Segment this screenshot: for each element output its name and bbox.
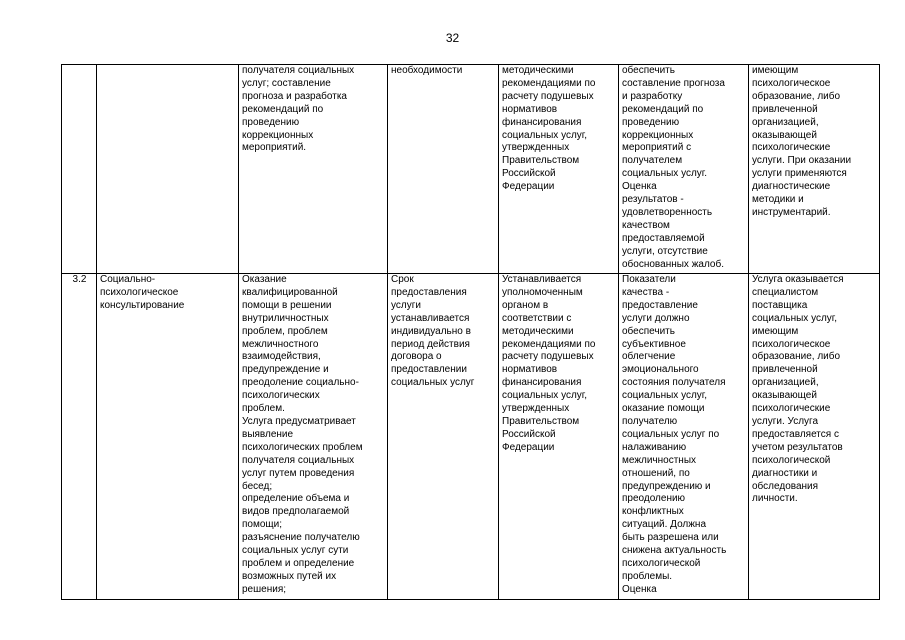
cell-line: предоставлении [391, 364, 467, 376]
cell-line: имеющим [752, 325, 799, 337]
cell-service [97, 65, 239, 274]
cell-line: Правительством [502, 155, 580, 167]
cell-line: проблем. [242, 403, 285, 415]
cell-line: видов предполагаемой [242, 506, 350, 518]
cell-line: мероприятий с [622, 142, 692, 154]
cell-line: услуги применяются [752, 168, 847, 180]
cell-line: образование, либо [752, 351, 841, 363]
cell-line: помощи в решении [242, 299, 332, 311]
cell-conditions [749, 274, 880, 600]
cell-line: быть разрешена или [622, 532, 719, 544]
cell-line: привлеченной [752, 364, 818, 376]
cell-terms [388, 65, 499, 274]
table-row [62, 65, 880, 274]
cell-line: устанавливается [391, 312, 470, 324]
cell-service [97, 274, 239, 600]
cell-line: период действия [391, 338, 470, 350]
cell-line: получателя социальных [242, 454, 355, 466]
cell-line: предоставление [622, 299, 698, 311]
cell-line: составление прогноза [622, 77, 725, 89]
cell-line: Правительством [502, 415, 580, 427]
cell-line: диагностические [752, 181, 831, 193]
cell-line: методики и [752, 194, 804, 206]
cell-line: выявление [242, 428, 294, 440]
cell-line: межличностных [622, 454, 697, 466]
cell-line: нормативов [502, 364, 558, 376]
cell-line: услуг путем проведения [242, 467, 355, 479]
cell-line: методическими [502, 325, 574, 337]
cell-quality [619, 274, 749, 600]
cell-line: обеспечить [622, 65, 675, 76]
cell-line: качеством [622, 219, 670, 231]
cell-line: снижена актуальность [622, 545, 727, 557]
cell-line: определение объема и [242, 493, 350, 505]
cell-line: утвержденных [502, 142, 570, 154]
page-number: 32 [445, 31, 460, 45]
cell-line: ситуаций. Должна [622, 519, 707, 531]
cell-line: социальных услуг, [752, 312, 838, 324]
cell-line: прогноза и разработка [242, 90, 347, 102]
cell-line: Социально- [100, 274, 156, 285]
cell-line: консультирование [100, 299, 185, 311]
cell-line: услуги. При оказании [752, 155, 852, 167]
cell-line: услуги [391, 299, 421, 311]
cell-line: удовлетворенность [622, 206, 713, 218]
cell-number: 3.2 [62, 274, 97, 600]
cell-line: разъяснение получателю [242, 532, 360, 544]
cell-line: психологические [752, 403, 831, 415]
cell-line: Оценка [622, 181, 657, 193]
cell-line: методическими [502, 65, 574, 76]
services-table [61, 64, 880, 600]
cell-line: мероприятий. [242, 142, 307, 154]
cell-line: социальных услуг по [622, 428, 720, 440]
cell-line: уполномоченным [502, 286, 583, 298]
cell-line: образование, либо [752, 90, 841, 102]
cell-line: социальных услуг сути [242, 545, 349, 557]
cell-line: внутриличностных [242, 312, 329, 324]
cell-line: решения; [242, 583, 287, 595]
cell-line: Федерации [502, 441, 555, 453]
cell-line: организацией, [752, 116, 819, 128]
cell-line: взаимодействия, [242, 351, 321, 363]
cell-line: предоставляется с [752, 428, 839, 440]
cell-line: организацией, [752, 377, 819, 389]
cell-line: инструментарий. [752, 206, 831, 218]
cell-line: соответствии с [502, 312, 572, 324]
cell-line: учетом результатов [752, 441, 843, 453]
cell-line: помощи; [242, 519, 283, 531]
cell-line: утвержденных [502, 403, 570, 415]
cell-line: рекомендаций по [242, 103, 324, 115]
cell-line: рекомендаций по [622, 103, 704, 115]
cell-line: необходимости [391, 65, 463, 76]
cell-line: привлеченной [752, 103, 818, 115]
cell-line: оказывающей [752, 390, 817, 402]
cell-line: проведению [622, 116, 680, 128]
cell-line: Услуга оказывается [752, 274, 844, 285]
cell-line: психологическое [100, 286, 179, 298]
cell-line: налаживанию [622, 441, 687, 453]
cell-quality [619, 65, 749, 274]
cell-line: предоставляемой [622, 232, 705, 244]
cell-line: качества - [622, 286, 670, 298]
cell-line: имеющим [752, 65, 799, 76]
cell-line: психологических проблем [242, 441, 363, 453]
cell-line: финансирования [502, 377, 582, 389]
cell-line: конфликтных [622, 506, 684, 518]
cell-line: проблем, проблем [242, 325, 328, 337]
cell-line: коррекционных [622, 129, 694, 141]
cell-line: социальных услуг, [622, 390, 708, 402]
cell-line: оказывающей [752, 129, 817, 141]
cell-norms [499, 274, 619, 600]
cell-line: органом в [502, 299, 549, 311]
cell-conditions [749, 65, 880, 274]
cell-line: обеспечить [622, 325, 675, 337]
cell-line: услуги, отсутствие [622, 245, 708, 257]
cell-line: квалифицированной [242, 286, 338, 298]
cell-line: проблем и определение [242, 557, 355, 569]
cell-line: получателю [622, 415, 678, 427]
cell-line: Услуга предусматривает [242, 415, 356, 427]
cell-line: обследования [752, 480, 819, 492]
cell-line: расчету подушевых [502, 351, 594, 363]
cell-line: оказание помощи [622, 403, 705, 415]
cell-line: облегчение [622, 351, 676, 363]
cell-line: нормативов [502, 103, 558, 115]
cell-line: обоснованных жалоб. [622, 258, 724, 270]
cell-line: диагностики и [752, 467, 818, 479]
cell-line: финансирования [502, 116, 582, 128]
cell-line: поставщика [752, 299, 808, 311]
cell-line: Устанавливается [502, 274, 582, 285]
cell-line: преодоление социально- [242, 377, 359, 389]
cell-line: психологическое [752, 338, 831, 350]
cell-line: договора о [391, 351, 442, 363]
cell-line: рекомендациями по [502, 338, 596, 350]
cell-line: проведению [242, 116, 300, 128]
cell-line: социальных услуг, [502, 390, 588, 402]
cell-line: Федерации [502, 181, 555, 193]
cell-line: Оказание [242, 274, 287, 285]
cell-line: состояния получателя [622, 377, 726, 389]
cell-content [239, 274, 388, 600]
cell-line: межличностного [242, 338, 319, 350]
cell-content [239, 65, 388, 274]
cell-line: психологической [622, 557, 701, 569]
cell-line: и разработку [622, 90, 683, 102]
cell-line: бесед; [242, 480, 273, 492]
cell-line: рекомендациями по [502, 77, 596, 89]
cell-line: личности. [752, 493, 798, 505]
cell-line: результатов - [622, 194, 684, 206]
cell-line: отношений, по [622, 467, 690, 479]
cell-line: субъективное [622, 338, 686, 350]
table-row [62, 274, 880, 600]
cell-line: услуг; составление [242, 77, 331, 89]
cell-line: Показатели [622, 274, 676, 285]
cell-line: преодолению [622, 493, 686, 505]
cell-line: коррекционных [242, 129, 314, 141]
cell-line: социальных услуг. [622, 168, 708, 180]
cell-line: Оценка [622, 583, 657, 595]
cell-line: эмоционального [622, 364, 699, 376]
cell-line: психологической [752, 454, 831, 466]
cell-line: предупреждение и [242, 364, 329, 376]
cell-line: расчету подушевых [502, 90, 594, 102]
cell-line: услуги должно [622, 312, 690, 324]
cell-line: психологические [752, 142, 831, 154]
cell-line: психологических [242, 390, 320, 402]
cell-norms [499, 65, 619, 274]
cell-line: получателя социальных [242, 65, 355, 76]
cell-line: услуги. Услуга [752, 415, 819, 427]
cell-line: социальных услуг [391, 377, 475, 389]
cell-line: Российской [502, 168, 556, 180]
cell-line: социальных услуг, [502, 129, 588, 141]
cell-line: проблемы. [622, 570, 673, 582]
cell-line: предупреждению и [622, 480, 711, 492]
cell-number [62, 65, 97, 274]
cell-line: предоставления [391, 286, 467, 298]
cell-line: специалистом [752, 286, 819, 298]
cell-line: Срок [391, 274, 414, 285]
cell-line: индивидуально в [391, 325, 471, 337]
cell-line: Российской [502, 428, 556, 440]
cell-line: получателем [622, 155, 683, 167]
cell-line: психологическое [752, 77, 831, 89]
cell-terms [388, 274, 499, 600]
cell-line: возможных путей их [242, 570, 337, 582]
